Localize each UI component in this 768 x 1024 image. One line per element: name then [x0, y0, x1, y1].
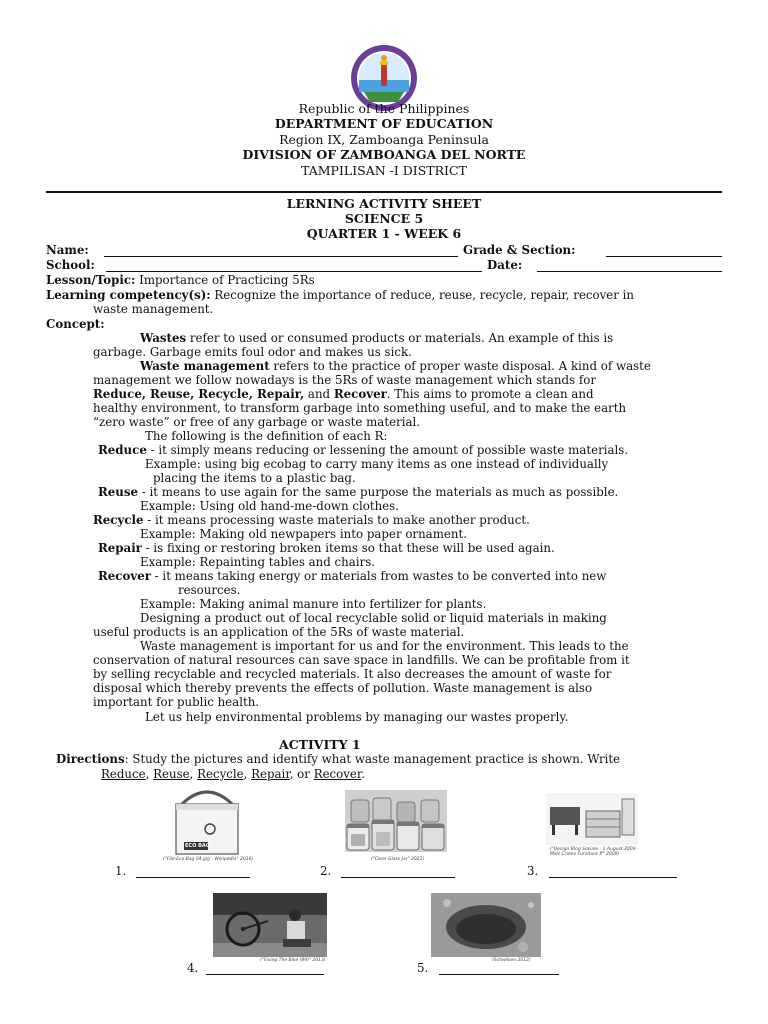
concept-p1-line2: garbage. Garbage emits foul odor and makes us sick.: [93, 345, 412, 359]
def-term: Recycle: [93, 513, 144, 527]
header-division: DIVISION OF ZAMBOANGA DEL NORTE: [242, 147, 526, 162]
def-text: - it simply means reducing or lessening the amount of possible waste materials.: [146, 443, 629, 457]
closing-p3: Let us help environmental problems by managing our wastes properly.: [145, 710, 569, 724]
concept-p2-line5: “zero waste” or free of any garbage or waste material.: [93, 415, 421, 429]
closing-p2-5: important for public health.: [93, 695, 260, 709]
term-5rs: Reduce, Reuse, Recycle, Repair,: [93, 387, 305, 401]
def-reuse: [98, 485, 618, 499]
concept-p2-text: refers to the practice of proper waste disposal. A kind of waste: [269, 359, 651, 373]
item-number-4: 4.: [187, 961, 199, 975]
def-text: - it means to use again for the same purpose the materials as much as possible.: [138, 485, 619, 499]
school-field[interactable]: [106, 271, 482, 272]
def-term: Reduce: [98, 443, 147, 457]
date-label: Date:: [487, 258, 523, 272]
def-recover-2: resources.: [178, 583, 241, 597]
def-repair: [98, 541, 555, 555]
competency-text: Recognize the importance of reduce, reuse, recycle, repair, recover in: [214, 288, 635, 302]
def-recover: [98, 569, 606, 583]
def-reduce: [98, 443, 628, 457]
item-number-1: 1.: [115, 864, 127, 878]
directions-text: : Study the pictures and identify what waste management practice is shown. Write: [124, 752, 621, 766]
def-term: Reuse: [98, 485, 139, 499]
term-waste-management: Waste management: [140, 359, 270, 373]
def-reuse-ex1: Example: Using old hand-me-down clothes.: [140, 499, 399, 513]
item-number-5: 5.: [417, 961, 429, 975]
item-number-2: 2.: [320, 864, 332, 878]
concept-p1-line1: [140, 331, 613, 345]
caption-2: ("Clear Glass Jar" 2021): [371, 857, 425, 862]
concept-p2-line4: healthy environment, to transform garbage into something useful, and to make the earth: [93, 401, 627, 415]
option-reuse: Reuse: [153, 767, 190, 781]
grade-section-label: Grade & Section:: [463, 243, 576, 257]
lesson-topic: Importance of Practicing 5Rs: [139, 273, 315, 287]
caption-4: ("Fixing The Bike (89)" 2013): [260, 958, 326, 963]
def-term: Recover: [98, 569, 151, 583]
lesson-topic-label: Lesson/Topic:: [46, 273, 136, 287]
option-recover: Recover: [313, 767, 362, 781]
option-or: , or: [289, 767, 314, 781]
sheet-subject: SCIENCE 5: [344, 211, 424, 226]
def-reduce-ex1: Example: using big ecobag to carry many items as one instead of individually: [145, 457, 609, 471]
header-district: TAMPILISAN -I DISTRICT: [301, 163, 467, 178]
answer-field-2[interactable]: [341, 877, 455, 878]
caption-5: (Schwilsen 2012): [492, 958, 531, 963]
closing-p2-2: conservation of natural resources can save space in landfills. We can be profitable from it: [93, 653, 630, 667]
date-field[interactable]: [537, 271, 722, 272]
answer-field-1[interactable]: [136, 877, 250, 878]
bike-repair-image: [213, 893, 327, 957]
concept-p2-line1: [140, 359, 651, 373]
def-repair-ex1: Example: Repainting tables and chairs.: [140, 555, 376, 569]
eco-bag-image: [162, 784, 252, 856]
concept-p1-text: refer to used or consumed products or materials. An example of this is: [186, 331, 614, 345]
concept-label: Concept:: [46, 317, 105, 331]
def-text: - it means taking energy or materials from wastes to be converted into new: [150, 569, 607, 583]
answer-field-5[interactable]: [439, 974, 559, 975]
def-recover-ex1: Example: Making animal manure into fertilizer for plants.: [140, 597, 487, 611]
header-divider: [46, 191, 722, 193]
closing-p2-4: disposal which thereby prevents the effects of pollution. Waste management is also: [93, 681, 593, 695]
closing-p2-1: Waste management is important for us and for the environment. This leads to the: [140, 639, 629, 653]
activity-title: ACTIVITY 1: [279, 737, 361, 752]
item-number-3: 3.: [527, 864, 539, 878]
concept-p2-3-text: . This aims to promote a clean and: [386, 387, 594, 401]
closing-p1-1: Designing a product out of local recyclable solid or liquid materials in making: [140, 611, 607, 625]
concept-p3: The following is the definition of each R:: [145, 429, 388, 443]
directions-line: [56, 752, 620, 766]
answer-field-4[interactable]: [206, 974, 324, 975]
competency-line: [46, 288, 634, 302]
directions-options: Reduce, Reuse, Recycle, Repair, or Recover.: [101, 767, 365, 781]
competency-text-2: waste management.: [93, 302, 214, 316]
header-region: Region IX, Zamboanga Peninsula: [279, 132, 489, 147]
def-text: - is fixing or restoring broken items so that these will be used again.: [141, 541, 555, 555]
caption-1: ("File:Eco Bag 04.jpg - Wikipedia" 2016): [163, 857, 254, 862]
term-recover: Recover: [333, 387, 387, 401]
grade-section-field[interactable]: [606, 256, 722, 257]
option-repair: Repair: [251, 767, 290, 781]
caption-3: ("Design Blog Sosiale - 1 August 2009 - Mills Crates Furniture ff" 2009): [550, 847, 639, 857]
concept-p2-line2: management we follow nowadays is the 5Rs of waste management which stands for: [93, 373, 596, 387]
closing-p2-3: by selling recyclable and recycled materials. It also decreases the amount of waste for: [93, 667, 612, 681]
sheet-title: LERNING ACTIVITY SHEET: [286, 196, 482, 211]
directions-label: Directions: [56, 752, 125, 766]
crate-furniture-image: [546, 793, 638, 845]
compost-pit-image: [431, 893, 541, 957]
school-label: School:: [46, 258, 95, 272]
answer-field-3[interactable]: [549, 877, 677, 878]
concept-p2-line3: [93, 387, 594, 401]
def-recycle-ex1: Example: Making old newpapers into paper ornament.: [140, 527, 467, 541]
glass-jars-image: [345, 790, 447, 852]
sheet-quarter: QUARTER 1 - WEEK 6: [306, 226, 462, 241]
header-country: Republic of the Philippines: [298, 101, 470, 116]
name-label: Name:: [46, 243, 89, 257]
header-department: DEPARTMENT OF EDUCATION: [274, 116, 494, 131]
closing-p1-2: useful products is an application of the 5Rs of waste material.: [93, 625, 465, 639]
name-field[interactable]: [104, 256, 458, 257]
def-recycle: [93, 513, 530, 527]
option-reduce: Reduce: [101, 767, 146, 781]
def-reduce-ex2: placing the items to a plastic bag.: [153, 471, 356, 485]
option-recycle: Recycle: [197, 767, 244, 781]
eco-bag-label: ECO BAG: [185, 843, 210, 849]
def-text: - it means processing waste materials to make another product.: [143, 513, 530, 527]
lesson-topic-line: [46, 273, 315, 287]
def-term: Repair: [98, 541, 142, 555]
competency-label: Learning competency(s):: [46, 288, 211, 302]
concept-and: and: [304, 387, 334, 401]
term-wastes: Wastes: [140, 331, 187, 345]
